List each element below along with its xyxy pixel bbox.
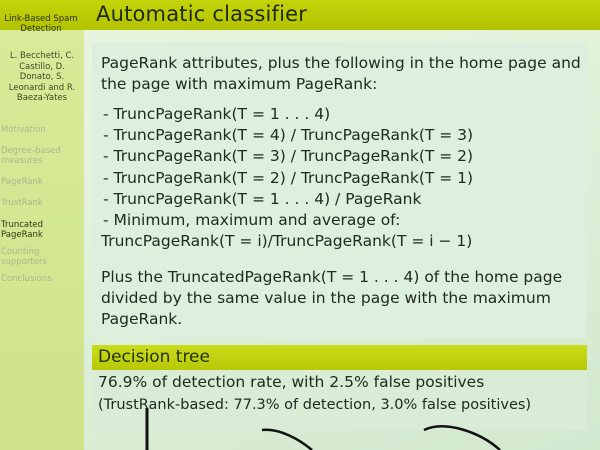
list-item: - TruncPageRank(T = 4) / TruncPageRank(T = 3) — [103, 126, 474, 145]
sidebar-authors: L. Becchetti, C. Castillo, D. Donato, S. Leonardi and R. Baeza-Yates — [8, 51, 76, 103]
sidebar-item-counting-supporters[interactable]: Counting supporters — [1, 246, 47, 267]
list-item: - TruncPageRank(T = 3) / TruncPageRank(T = 2) — [103, 147, 474, 166]
detection-rate-text: 76.9% of detection rate, with 2.5% false positives — [98, 373, 485, 391]
list-item: - Minimum, maximum and average of: — [103, 211, 401, 230]
list-item: - TruncPageRank(T = 2) / TruncPageRank(T = 1) — [103, 168, 474, 187]
slide-title: Automatic classifier — [96, 2, 308, 26]
sidebar-item-conclusions[interactable]: Conclusions — [1, 273, 52, 284]
outro-paragraph: Plus the TruncatedPageRank(T = 1 . . . 4) of the home page divided by the same value in the page with the maximum PageRank. — [101, 268, 563, 328]
sidebar-item-trustrank[interactable]: TrustRank — [1, 198, 43, 208]
list-item: TruncPageRank(T = i)/TruncPageRank(T = i − 1) — [101, 232, 473, 251]
trustrank-comparison-text: (TrustRank-based: 77.3% of detection, 3.0% false positives) — [98, 397, 532, 413]
list-item: - TruncPageRank(T = 1 . . . 4) / PageRank — [103, 189, 422, 208]
sidebar-header: Link-Based Spam Detection — [4, 14, 78, 34]
sidebar-item-degree-based-measures[interactable]: Degree-based measures — [1, 145, 61, 166]
list-item: - TruncPageRank(T = 1 . . . 4) — [103, 105, 331, 123]
feature-list — [103, 104, 583, 252]
intro-paragraph: PageRank attributes, plus the following in the home page and the page with maximum PageRank: — [101, 54, 581, 93]
decision-tree-title: Decision tree — [98, 347, 210, 367]
sidebar-item-motivation[interactable]: Motivation — [1, 125, 46, 135]
sidebar-item-truncated-pagerank[interactable]: Truncated PageRank — [1, 219, 44, 240]
sidebar-nav — [0, 125, 84, 284]
sidebar-item-pagerank[interactable]: PageRank — [1, 176, 43, 187]
